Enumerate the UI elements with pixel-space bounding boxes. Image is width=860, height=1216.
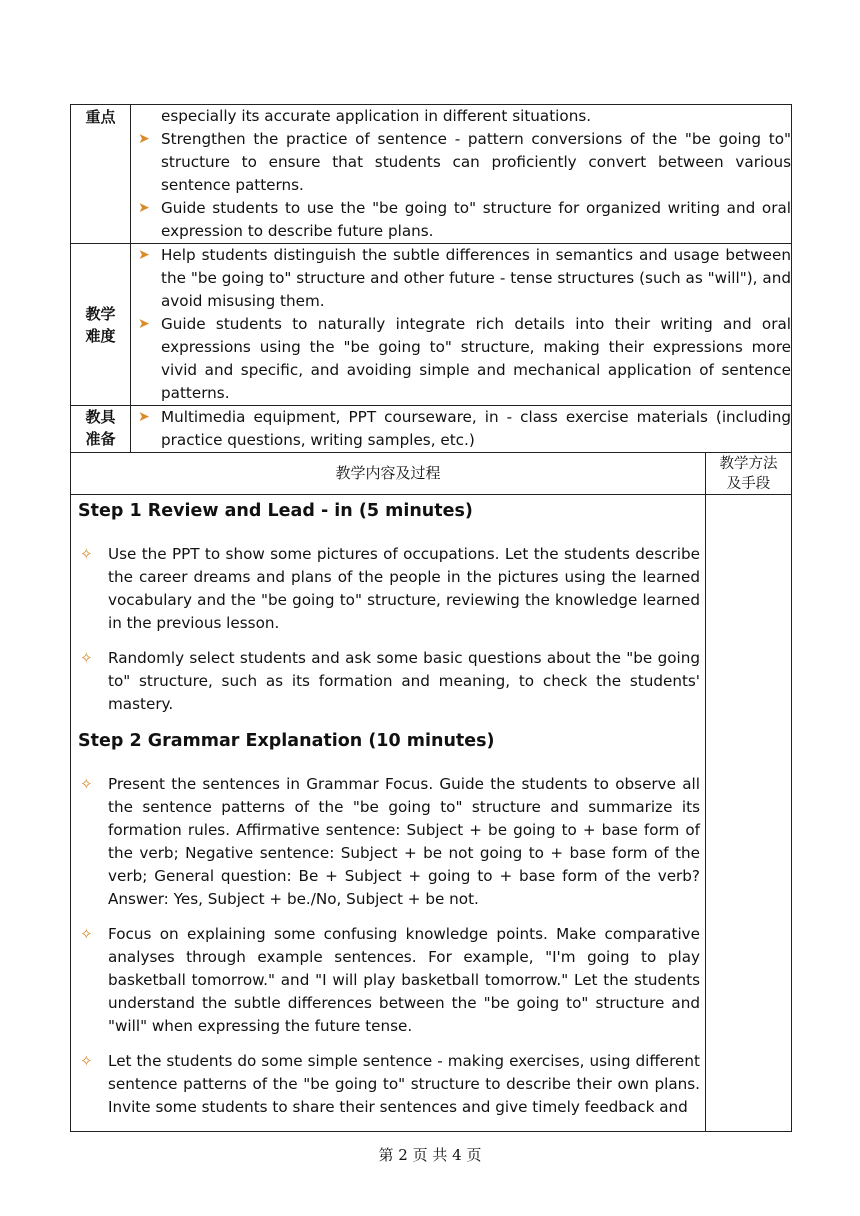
tools-content (131, 406, 792, 453)
arrow-bullet-icon: ➤ (138, 131, 150, 147)
step-item (78, 647, 700, 716)
star-bullet-icon: ✧ (80, 925, 93, 943)
key-point-text: Strengthen the practice of sentence - pattern conversions of the "be going to" structure to ensure that students can proficiently convert between various sentence patterns. (161, 130, 791, 194)
process-content-row (71, 495, 792, 1132)
step-2-title: Step 2 Grammar Explanation (10 minutes) (78, 731, 495, 751)
star-bullet-icon: ✧ (80, 1052, 93, 1070)
tool-text: Multimedia equipment, PPT courseware, in - class exercise materials (including practice questions, writing samples, etc.) (161, 408, 791, 449)
key-point-item (131, 128, 791, 197)
page-footer: 第 2 页 共 4 页 (378, 1146, 482, 1164)
star-bullet-icon: ✧ (80, 775, 93, 793)
tool-item (131, 406, 791, 452)
step-item-text: Present the sentences in Grammar Focus. Guide the students to observe all the sentence patterns of the "be going to" structure and summarize its formation rules. Affirmative sentence: Subject + be going to + base form of the verb; Negative sentence: Subject + be not going to + base form of the verb; General question: Be + Subject + going to + base form of the verb? Answer: Yes, Subject + be./No, Subject + be not. (108, 775, 700, 908)
tools-label-line2: 准备 (85, 430, 116, 448)
arrow-bullet-icon: ➤ (138, 247, 150, 263)
method-header-line2: 及手段 (726, 476, 771, 492)
process-content (71, 495, 706, 1132)
step-item-text: Use the PPT to show some pictures of occupations. Let the students describe the career dreams and plans of the people in the pictures using the learned vocabulary and the "be going to" structure, reviewing the knowledge learned in the previous lesson. (108, 545, 700, 632)
tools-label-line1: 教具 (85, 408, 116, 426)
difficulties-label-line1: 教学 (85, 304, 116, 323)
step-item-text: Focus on explaining some confusing knowledge points. Make comparative analyses through example sentences. For example, "I'm going to play basketball tomorrow." and "I will play basketball tomorrow." Let the students understand the subtle differences between the "be going to" structure and "will" when expressing the future tense. (108, 925, 700, 1035)
method-header (706, 453, 792, 495)
lesson-plan-page (70, 104, 791, 1132)
tools-row (71, 406, 792, 453)
tools-label (71, 406, 131, 453)
step-item (78, 543, 700, 635)
star-bullet-icon: ✧ (80, 545, 93, 563)
key-points-label: 重点 (71, 105, 131, 244)
difficulties-label (71, 244, 131, 406)
method-column (706, 495, 792, 1132)
step-item (78, 1050, 700, 1119)
key-point-item (131, 197, 791, 243)
key-points-row (71, 105, 792, 244)
difficulty-text: Help students distinguish the subtle differences in semantics and usage between the "be going to" structure and other future - tense structures (such as "will"), and avoid misusing them. (161, 246, 791, 310)
key-points-continuation: especially its accurate application in different situations. (161, 107, 592, 125)
difficulties-label-line2: 难度 (85, 326, 116, 345)
step-item (78, 923, 700, 1038)
difficulty-item (131, 313, 791, 405)
step-1-title: Step 1 Review and Lead - in (5 minutes) (78, 501, 473, 521)
arrow-bullet-icon: ➤ (138, 316, 150, 332)
lesson-plan-table (70, 104, 792, 1132)
difficulties-content (131, 244, 792, 406)
process-header-row (71, 453, 792, 495)
step-item-text: Randomly select students and ask some basic questions about the "be going to" structure, such as its formation and meaning, to check the students' mastery. (108, 649, 700, 713)
arrow-bullet-icon: ➤ (138, 200, 150, 216)
difficulty-text: Guide students to naturally integrate rich details into their writing and oral expressions using the "be going to" structure, making their expressions more vivid and specific, and avoiding simple and mechanical application of sentence patterns. (161, 315, 791, 402)
content-process-header: 教学内容及过程 (71, 453, 706, 495)
difficulty-item (131, 244, 791, 313)
star-bullet-icon: ✧ (80, 649, 93, 667)
step-item (78, 773, 700, 911)
method-header-line1: 教学方法 (719, 456, 778, 472)
difficulties-row (71, 244, 792, 406)
key-point-text: Guide students to use the "be going to" structure for organized writing and oral expression to describe future plans. (161, 199, 791, 240)
key-points-content (131, 105, 792, 244)
arrow-bullet-icon: ➤ (138, 409, 150, 425)
step-item-text: Let the students do some simple sentence - making exercises, using different sentence patterns of the "be going to" structure to describe their own plans. Invite some students to share their sentences and give timely feedback and (108, 1052, 700, 1116)
